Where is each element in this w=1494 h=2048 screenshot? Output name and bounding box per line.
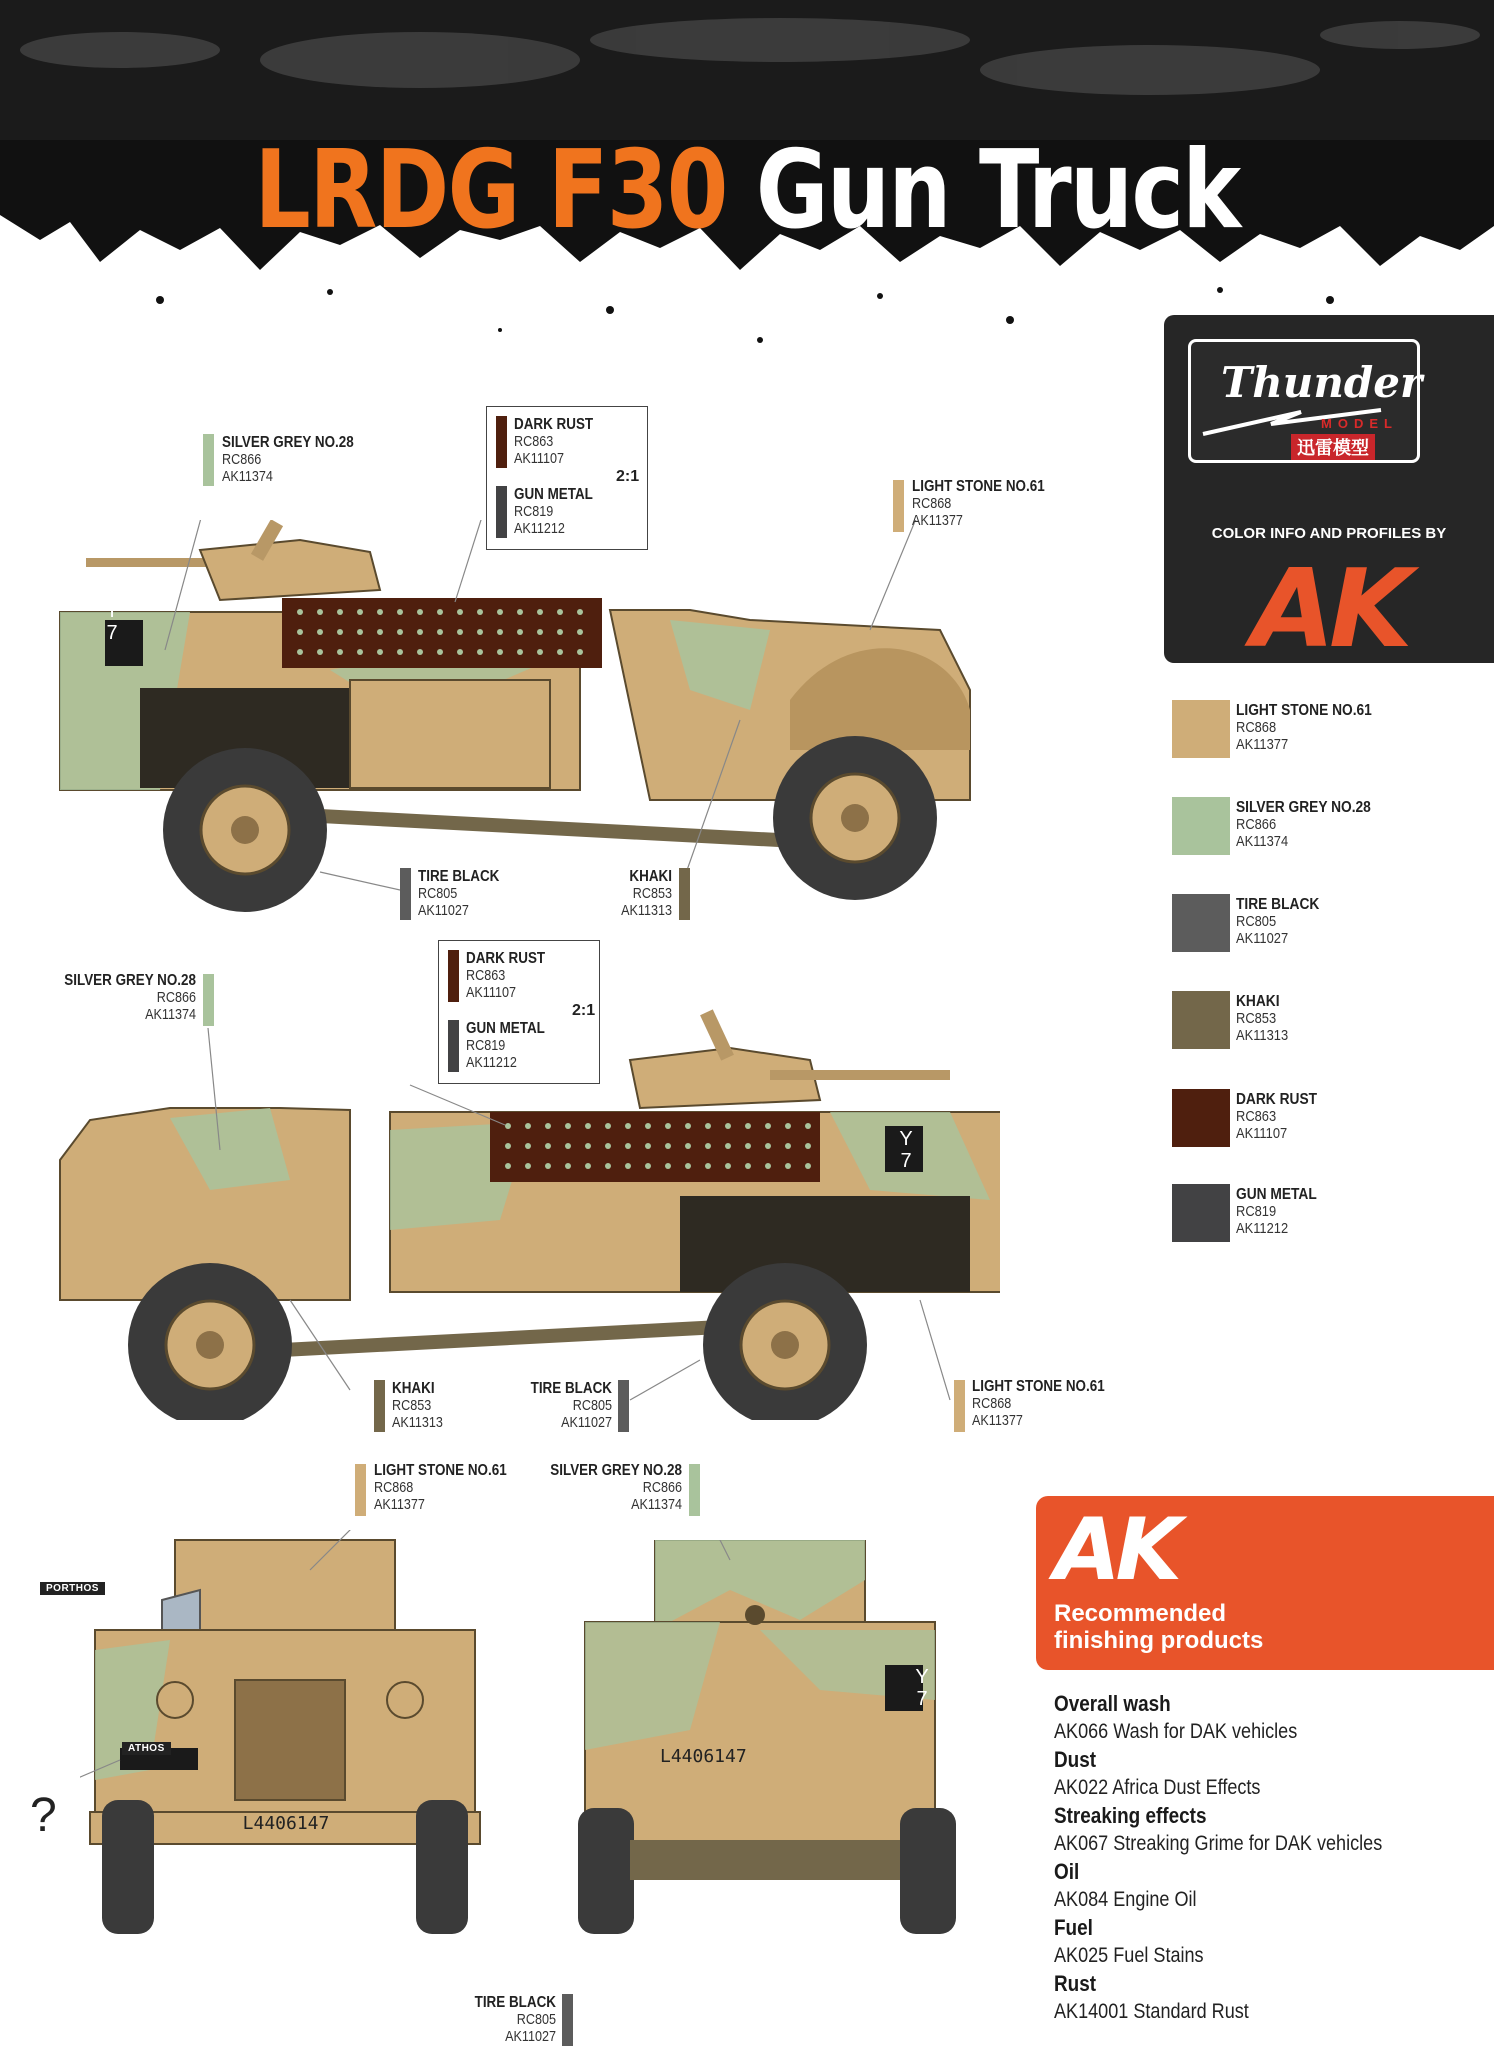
legend-item-silver-grey bbox=[1236, 799, 1393, 850]
callout-ak: AK11374 bbox=[222, 468, 273, 485]
callout-swatch bbox=[954, 1380, 965, 1432]
callout-ak: AK11212 bbox=[514, 520, 565, 537]
callout-ak: AK11027 bbox=[561, 1414, 612, 1431]
callout-swatch bbox=[203, 974, 214, 1026]
callout-name: LIGHT STONE NO.61 bbox=[912, 478, 1045, 495]
unit-marking-bottom: 7 bbox=[106, 622, 118, 644]
callout-v2-light-stone bbox=[972, 1378, 1130, 1429]
callout-name: TIRE BLACK bbox=[530, 1380, 612, 1397]
callout-name: GUN METAL bbox=[466, 1020, 545, 1037]
product-heading: Rust bbox=[1054, 1971, 1097, 1996]
truck-front-view bbox=[80, 1530, 490, 1940]
callout-rc: RC805 bbox=[572, 1397, 612, 1414]
truck-rear-view bbox=[560, 1540, 980, 1940]
callout-ak: AK11313 bbox=[392, 1414, 443, 1431]
callout-name: DARK RUST bbox=[466, 950, 546, 967]
brand-panel bbox=[1164, 315, 1494, 672]
callout-name: LIGHT STONE NO.61 bbox=[972, 1378, 1105, 1395]
unit-marking-top: Y bbox=[899, 1128, 913, 1150]
legend-rc: RC866 bbox=[1236, 816, 1277, 833]
callout-ak: AK11027 bbox=[418, 902, 469, 919]
callout-v2-silver-grey bbox=[20, 972, 196, 1023]
callout-v1-silver-grey bbox=[222, 434, 379, 485]
callout-swatch bbox=[400, 868, 411, 920]
recommended-panel bbox=[1036, 1496, 1494, 1670]
callout-v2-gun-metal bbox=[466, 1020, 560, 1071]
legend-ak: AK11374 bbox=[1236, 833, 1289, 850]
legend-ak: AK11313 bbox=[1236, 1027, 1289, 1044]
thunder-logo-name: Thunder bbox=[1221, 358, 1423, 407]
swatch-silver-grey bbox=[1172, 797, 1230, 855]
legend-name: GUN METAL bbox=[1236, 1186, 1317, 1203]
legend-rc: RC805 bbox=[1236, 913, 1277, 930]
callout-v3-silver-grey bbox=[520, 1462, 682, 1513]
tag-athos: ATHOS bbox=[122, 1742, 171, 1755]
plate-rear bbox=[660, 1748, 747, 1765]
callout-rc: RC853 bbox=[632, 885, 672, 902]
swatch-dark-rust bbox=[1172, 1089, 1230, 1147]
product-item bbox=[1054, 1970, 1484, 2025]
legend-rc: RC819 bbox=[1236, 1203, 1277, 1220]
product-name: AK022 Africa Dust Effects bbox=[1054, 1776, 1261, 1799]
callout-swatch bbox=[679, 868, 690, 920]
callout-rc: RC819 bbox=[514, 503, 554, 520]
callout-swatch bbox=[893, 480, 904, 532]
callout-name: SILVER GREY NO.28 bbox=[222, 434, 354, 451]
legend-name: SILVER GREY NO.28 bbox=[1236, 799, 1371, 816]
callout-v2-khaki bbox=[392, 1380, 453, 1431]
legend-ak: AK11027 bbox=[1236, 930, 1289, 947]
swatch-tire-black bbox=[1172, 894, 1230, 952]
callout-v1-gun-metal bbox=[514, 486, 608, 537]
legend-rc: RC868 bbox=[1236, 719, 1277, 736]
callout-ak: AK11374 bbox=[631, 1496, 682, 1513]
callout-swatch bbox=[448, 950, 459, 1002]
callout-name: KHAKI bbox=[392, 1380, 435, 1397]
callout-rc: RC868 bbox=[912, 495, 952, 512]
recommended-products-list bbox=[1054, 1690, 1484, 2026]
callout-swatch bbox=[374, 1380, 385, 1432]
thunder-model-logo bbox=[1188, 339, 1423, 463]
callout-swatch bbox=[562, 1994, 573, 2046]
product-item bbox=[1054, 1858, 1484, 1913]
thunder-logo-chinese: 迅雷模型 bbox=[1291, 434, 1375, 460]
callout-v3-tire-black bbox=[440, 1994, 556, 2045]
callout-ak: AK11107 bbox=[466, 984, 516, 1001]
callout-v2-tire-black bbox=[500, 1380, 612, 1431]
callout-swatch bbox=[448, 1020, 459, 1072]
mix-ratio: 2:1 bbox=[616, 468, 640, 485]
legend-item-light-stone bbox=[1236, 702, 1394, 753]
ak-logo-recommended: AK bbox=[1054, 1500, 1178, 1600]
callout-swatch bbox=[496, 486, 507, 538]
callout-rc: RC819 bbox=[466, 1037, 506, 1054]
callout-rc: RC863 bbox=[466, 967, 506, 984]
callout-rc: RC863 bbox=[514, 433, 554, 450]
callout-swatch bbox=[496, 416, 507, 468]
swatch-light-stone bbox=[1172, 700, 1230, 758]
callout-v2-dark-rust bbox=[466, 950, 560, 1001]
callout-name: SILVER GREY NO.28 bbox=[550, 1462, 682, 1479]
callout-swatch bbox=[355, 1464, 366, 1516]
callout-ak: AK11374 bbox=[145, 1006, 196, 1023]
callout-v1-dark-rust bbox=[514, 416, 608, 467]
callout-name: TIRE BLACK bbox=[418, 868, 500, 885]
callout-v1-khaki bbox=[600, 868, 672, 919]
callout-ak: AK11377 bbox=[374, 1496, 425, 1513]
title-white: Gun Truck bbox=[755, 128, 1240, 253]
legend-ak: AK11212 bbox=[1236, 1220, 1289, 1237]
truck-side-view-left bbox=[50, 520, 1000, 920]
callout-name: GUN METAL bbox=[514, 486, 593, 503]
unit-marking-bottom: 7 bbox=[900, 1150, 912, 1172]
unit-marking-v2 bbox=[886, 1128, 926, 1176]
callout-name: LIGHT STONE NO.61 bbox=[374, 1462, 507, 1479]
product-heading: Fuel bbox=[1054, 1915, 1093, 1940]
callout-swatch bbox=[618, 1380, 629, 1432]
brand-caption: COLOR INFO AND PROFILES BY bbox=[1211, 525, 1447, 542]
mix-ratio: 2:1 bbox=[572, 1002, 596, 1019]
swatch-gun-metal bbox=[1172, 1184, 1230, 1242]
callout-ak: AK11377 bbox=[972, 1412, 1023, 1429]
legend-item-khaki bbox=[1236, 993, 1297, 1044]
unit-marking-top: Y bbox=[105, 600, 119, 622]
unit-marking-bottom: 7 bbox=[916, 1688, 928, 1710]
legend-item-tire-black bbox=[1236, 896, 1333, 947]
callout-rc: RC805 bbox=[516, 2011, 556, 2028]
legend-ak: AK11377 bbox=[1236, 736, 1289, 753]
title-orange: LRDG F30 bbox=[254, 128, 727, 253]
callout-name: DARK RUST bbox=[514, 416, 594, 433]
legend-name: DARK RUST bbox=[1236, 1091, 1318, 1108]
product-item bbox=[1054, 1802, 1484, 1857]
callout-swatch bbox=[203, 434, 214, 486]
header-banner bbox=[0, 0, 1494, 360]
recommended-title: Recommended finishing products bbox=[1054, 1600, 1264, 1654]
callout-name: TIRE BLACK bbox=[474, 1994, 556, 2011]
callout-swatch bbox=[689, 1464, 700, 1516]
legend-name: TIRE BLACK bbox=[1236, 896, 1320, 913]
plate-front bbox=[236, 1815, 336, 1832]
product-name: AK14001 Standard Rust bbox=[1054, 2000, 1249, 2023]
legend-rc: RC863 bbox=[1236, 1108, 1277, 1125]
callout-rc: RC866 bbox=[156, 989, 196, 1006]
product-name: AK084 Engine Oil bbox=[1054, 1888, 1197, 1911]
question-mark: ? bbox=[30, 1789, 57, 1842]
callout-rc: RC868 bbox=[374, 1479, 414, 1496]
product-heading: Streaking effects bbox=[1054, 1803, 1207, 1828]
callout-v1-light-stone bbox=[912, 478, 1070, 529]
callout-name: SILVER GREY NO.28 bbox=[64, 972, 197, 989]
legend-ak: AK11107 bbox=[1236, 1125, 1288, 1142]
product-name: AK066 Wash for DAK vehicles bbox=[1054, 1720, 1298, 1743]
callout-rc: RC868 bbox=[972, 1395, 1012, 1412]
plate-number: L4406147 bbox=[660, 1746, 747, 1767]
legend-rc: RC853 bbox=[1236, 1010, 1277, 1027]
unit-marking-top: Y bbox=[915, 1666, 929, 1688]
unit-marking-v1 bbox=[92, 600, 132, 648]
callout-rc: RC805 bbox=[418, 885, 458, 902]
product-heading: Oil bbox=[1054, 1859, 1080, 1884]
tag-porthos: PORTHOS bbox=[40, 1582, 105, 1595]
legend-name: LIGHT STONE NO.61 bbox=[1236, 702, 1372, 719]
callout-ak: AK11313 bbox=[621, 902, 672, 919]
product-heading: Dust bbox=[1054, 1747, 1097, 1772]
callout-v3-light-stone bbox=[374, 1462, 532, 1513]
product-item bbox=[1054, 1690, 1484, 1745]
legend-item-gun-metal bbox=[1236, 1186, 1330, 1237]
callout-rc: RC853 bbox=[392, 1397, 432, 1414]
product-heading: Overall wash bbox=[1054, 1691, 1171, 1716]
legend-item-dark-rust bbox=[1236, 1091, 1330, 1142]
callout-v1-tire-black bbox=[418, 868, 515, 919]
callout-rc: RC866 bbox=[222, 451, 262, 468]
product-name: AK025 Fuel Stains bbox=[1054, 1944, 1204, 1967]
swatch-khaki bbox=[1172, 991, 1230, 1049]
product-item bbox=[1054, 1914, 1484, 1969]
ak-logo: AK bbox=[1251, 547, 1407, 672]
product-name: AK067 Streaking Grime for DAK vehicles bbox=[1054, 1832, 1383, 1855]
callout-ak: AK11027 bbox=[505, 2028, 556, 2045]
unit-marking-v3 bbox=[902, 1666, 942, 1714]
page-title bbox=[134, 128, 1359, 253]
callout-ak: AK11212 bbox=[466, 1054, 517, 1071]
callout-name: KHAKI bbox=[629, 868, 672, 885]
callout-ak: AK11377 bbox=[912, 512, 963, 529]
product-item bbox=[1054, 1746, 1484, 1801]
callout-rc: RC866 bbox=[642, 1479, 682, 1496]
legend-name: KHAKI bbox=[1236, 993, 1280, 1010]
callout-ak: AK11107 bbox=[514, 450, 564, 467]
thunder-logo-model: MODEL bbox=[1321, 416, 1398, 431]
plate-number: L4406147 bbox=[242, 1813, 330, 1834]
